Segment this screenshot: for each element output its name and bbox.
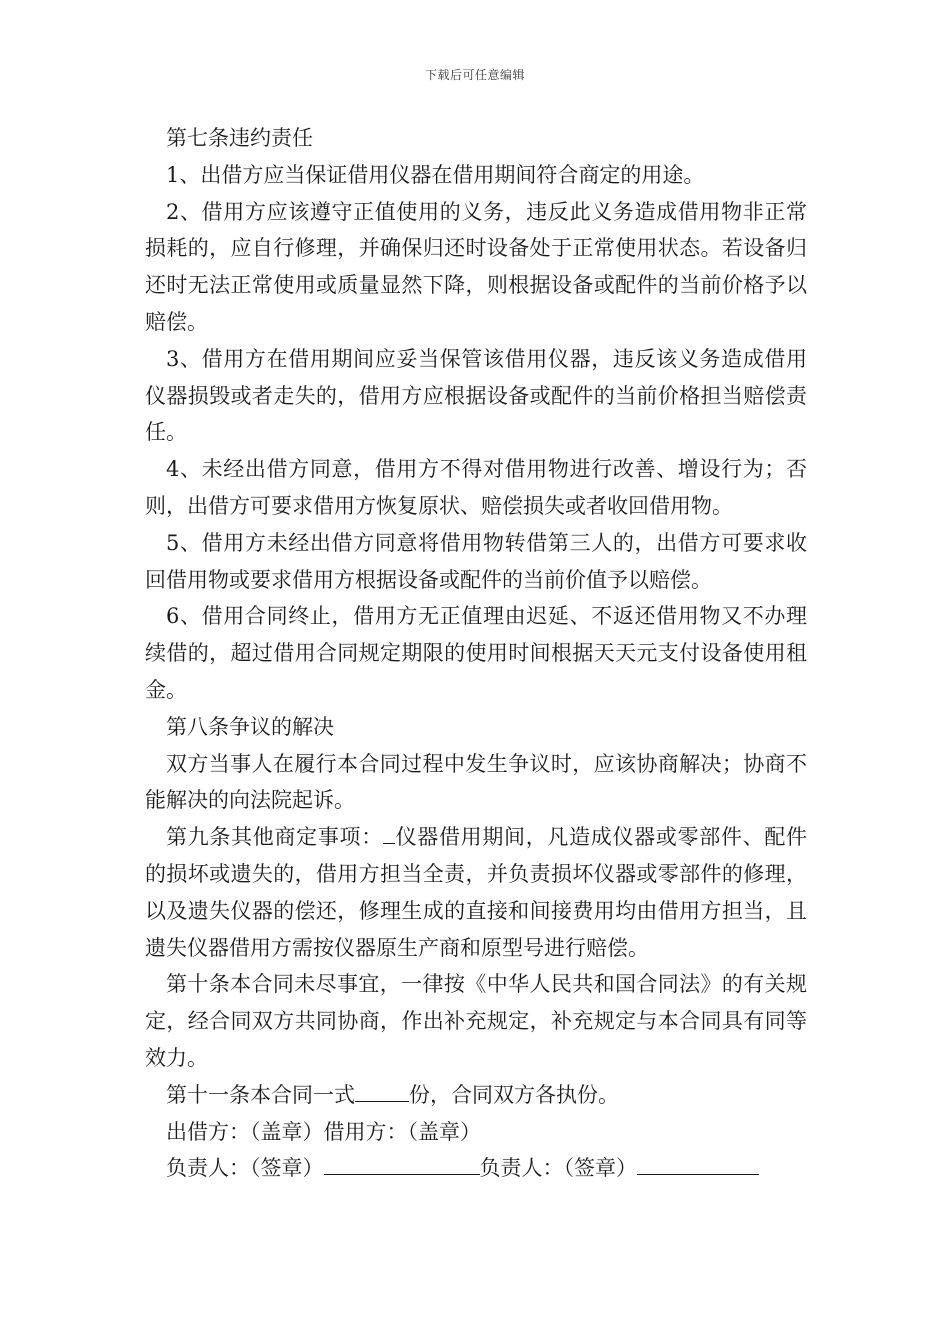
article-7-item-2: 2、借用方应该遵守正值使用的义务，违反此义务造成借用物非正常损耗的，应自行修理，并确保归还时设备处于正常使用状态。若设备归还时无法正常使用或质量显然下降，则根据设备或配件的当前价格予以赔偿。 xyxy=(145,199,807,334)
article-8-title: 第八条争议的解决 xyxy=(166,714,334,739)
article-7-item-6: 6、借用合同终止，借用方无正值理由迟延、不返还借用物又不办理续借的，超过借用合同规定期限的使用时间根据天天元支付设备使用租金。 xyxy=(145,604,807,702)
article-8-body: 双方当事人在履行本合同过程中发生争议时，应该协商解决；协商不能解决的向法院起诉。 xyxy=(145,751,807,813)
article-11-suffix: 份，合同双方各执份。 xyxy=(409,1082,619,1107)
article-7-item-5: 5、借用方未经出借方同意将借用物转借第三人的，出借方可要求收回借用物或要求借用方根据设备或配件的当前价值予以赔偿。 xyxy=(145,530,807,592)
lender-sign-label: 负责人：（签章） xyxy=(166,1156,324,1181)
page-header: 下载后可任意编辑 xyxy=(424,68,525,82)
article-9 xyxy=(145,819,807,966)
article-11 xyxy=(145,1077,807,1114)
article-11-prefix: 第十一条本合同一式 xyxy=(166,1082,355,1107)
article-9-body: 仪器借用期间，凡造成仪器或零部件、配件的损坏或遗失的，借用方担当全责，并负责损坏仪器或零部件的修理，以及遗失仪器的偿还，修理生成的直接和间接费用均由借用方担当，且遗失仪器借用方需按仪器原生产商和原型号进行赔偿。 xyxy=(145,825,808,960)
copies-blank xyxy=(355,1079,409,1102)
seal-line: 出借方：（盖章）借用方：（盖章） xyxy=(166,1119,481,1144)
document-body xyxy=(145,120,807,1187)
article-7-item-4: 4、未经出借方同意，借用方不得对借用物进行改善、增设行为；否则，出借方可要求借用方恢复原状、赔偿损失或者收回借用物。 xyxy=(145,457,807,518)
article-7-item-3: 3、借用方在借用期间应妥当保管该借用仪器，违反该义务造成借用仪器损毁或者走失的，借用方应根据设备或配件的当前价格担当赔偿责任。 xyxy=(145,346,807,445)
borrower-sign-blank xyxy=(637,1152,759,1175)
article-7-title: 第七条违约责任 xyxy=(166,126,313,150)
article-9-prefix: 第九条其他商定事项： xyxy=(166,825,383,850)
article-9-blank xyxy=(383,821,395,844)
lender-sign-blank xyxy=(324,1152,480,1175)
article-10-body: 第十条本合同未尽事宜，一律按《中华人民共和国合同法》的有关规定，经合同双方共同协商，作出补充规定，补充规定与本合同具有同等效力。 xyxy=(145,972,807,1070)
borrower-sign-label: 负责人：（签章） xyxy=(479,1156,637,1181)
article-7-item-1: 1、出借方应当保证借用仪器在借用期间符合商定的用途。 xyxy=(166,162,705,187)
signature-line xyxy=(145,1150,807,1187)
